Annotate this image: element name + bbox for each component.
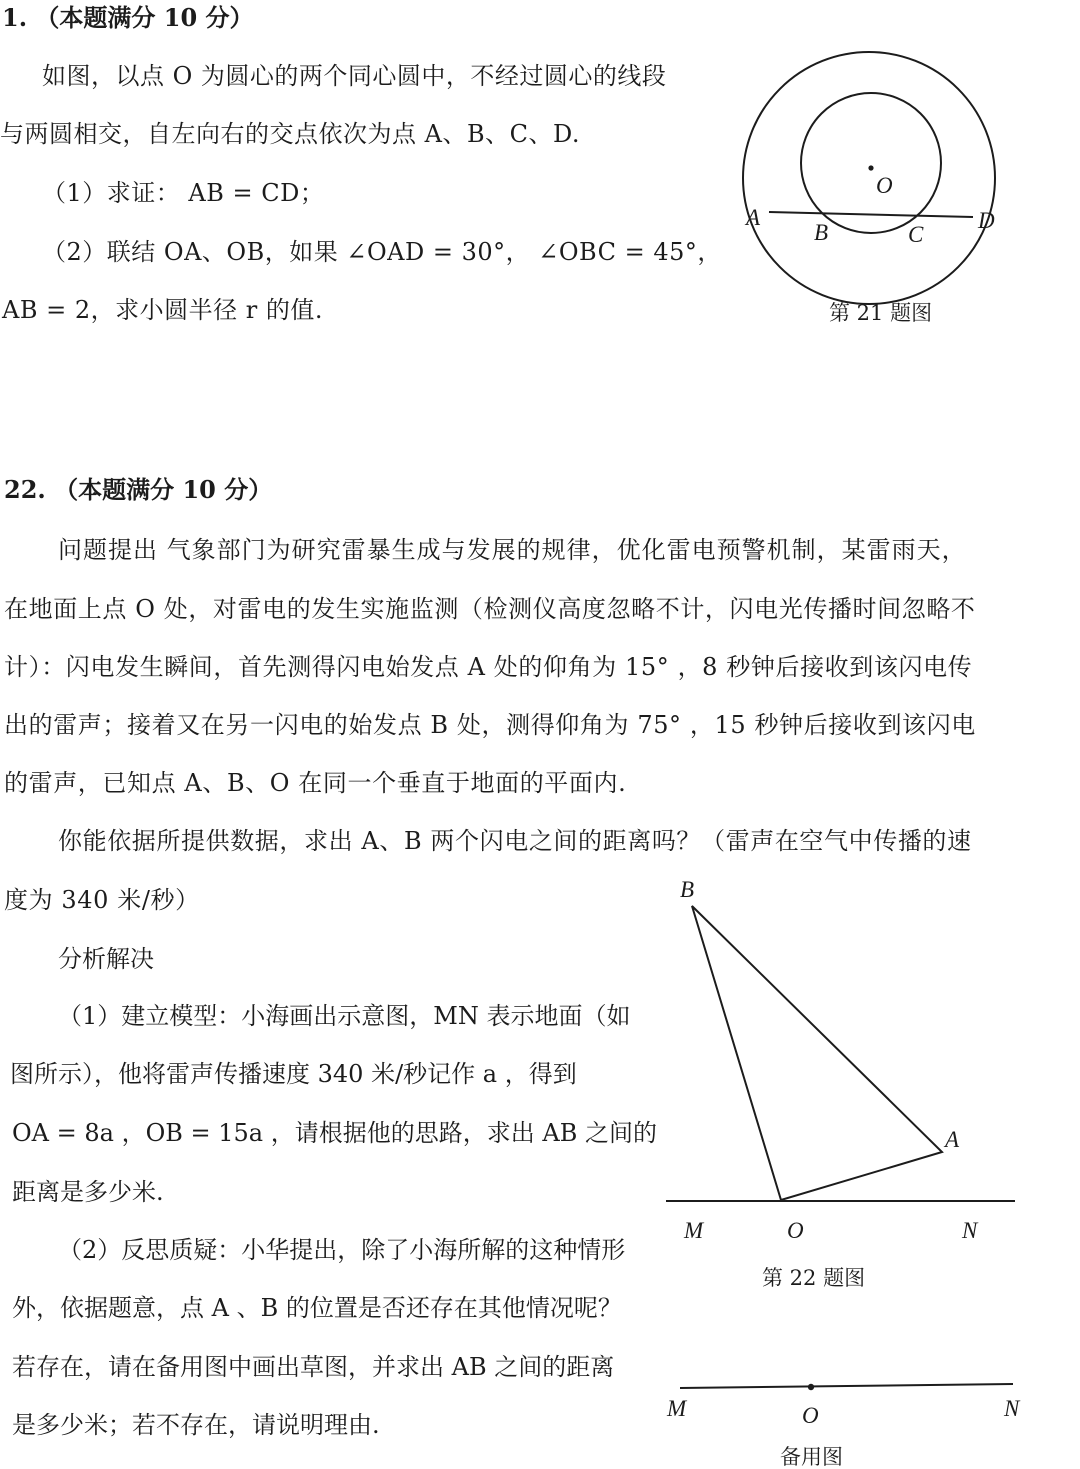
q22-line-4: 出的雷声；接着又在另一闪电的始发点 B 处，测得仰角为 75° ，15 秒钟后接收到该闪电 [4,711,976,739]
spare-figure-point-o [808,1384,814,1390]
q22-line-7: 度为 340 米/秒） [4,886,200,914]
q22-line-14: 外，依据题意，点 A 、B 的位置是否还存在其他情况呢？ [12,1294,622,1322]
spare-figure-label-n: N [1004,1396,1020,1421]
figure-22-caption: 第 22 题图 [762,1266,866,1290]
figure-21-label-o: O [876,173,893,198]
q22-line-13: （2）反思质疑：小华提出，除了小海所解的这种情形 [58,1236,626,1264]
q22-line-2: 在地面上点 O 处，对雷电的发生实施监测（检测仪高度忽略不计，闪电光传播时间忽略不 [4,595,976,623]
q21-line-3: （1）求证： AB = CD； [42,179,325,207]
spare-figure-label-o: O [802,1403,819,1428]
q22-line-6: 你能依据所提供数据，求出 A、B 两个闪电之间的距离吗？（雷声在空气中传播的速 [58,827,972,855]
q22-line-11: OA = 8a ，OB = 15a ，请根据他的思路，求出 AB 之间的 [12,1119,657,1147]
figure-22-label-o: O [787,1218,804,1243]
spare-figure-label-m: M [667,1396,687,1421]
q21-line-2: 与两圆相交，自左向右的交点依次为点 A、B、C、D. [0,120,580,148]
figure-22-label-m: M [684,1218,704,1243]
q22-line-5: 的雷声，已知点 A、B、O 在同一个垂直于地面的平面内. [4,769,627,797]
q21-line-1: 如图，以点 O 为圆心的两个同心圆中，不经过圆心的线段 [42,62,667,90]
q22-line-9: （1）建立模型：小海画出示意图，MN 表示地面（如 [58,1002,631,1030]
q22-header: 22. （本题满分 10 分） [4,475,273,504]
figure-21-label-a: A [746,205,761,230]
figure-22-label-a: A [945,1127,960,1152]
q22-subheading: 分析解决 [58,945,154,973]
q21-line-4: （2）联结 OA、OB，如果 ∠OAD = 30°， ∠OBC = 45°， [42,238,722,266]
q22-line-12: 距离是多少米. [12,1178,164,1206]
figure-21-label-c: C [908,222,924,247]
figure-21-label-d: D [978,208,995,233]
figure-22-triangle-boa [692,906,942,1200]
q22-line-16: 是多少米；若不存在，请说明理由. [12,1411,380,1439]
q22-line-15: 若存在，请在备用图中画出草图，并求出 AB 之间的距离 [12,1353,615,1381]
q22-line-10: 图所示），他将雷声传播速度 340 米/秒记作 a ，得到 [10,1060,577,1088]
figure-22-label-b: B [680,877,695,902]
figure-21-label-b: B [814,220,829,245]
figure-22-label-n: N [962,1218,978,1243]
q22-line-1: 问题提出 气象部门为研究雷暴生成与发展的规律，优化雷电预警机制，某雷雨天， [58,536,967,564]
figure-21-caption: 第 21 题图 [829,301,933,325]
spare-figure-ground-mn [680,1384,1013,1388]
q22-line-3: 计）：闪电发生瞬间，首先测得闪电始发点 A 处的仰角为 15° ，8 秒钟后接收到该闪电传 [4,653,973,681]
spare-figure-caption: 备用图 [780,1445,843,1469]
q21-header: 1. （本题满分 10 分） [2,3,254,32]
q21-line-5: AB = 2，求小圆半径 r 的值. [2,296,323,324]
